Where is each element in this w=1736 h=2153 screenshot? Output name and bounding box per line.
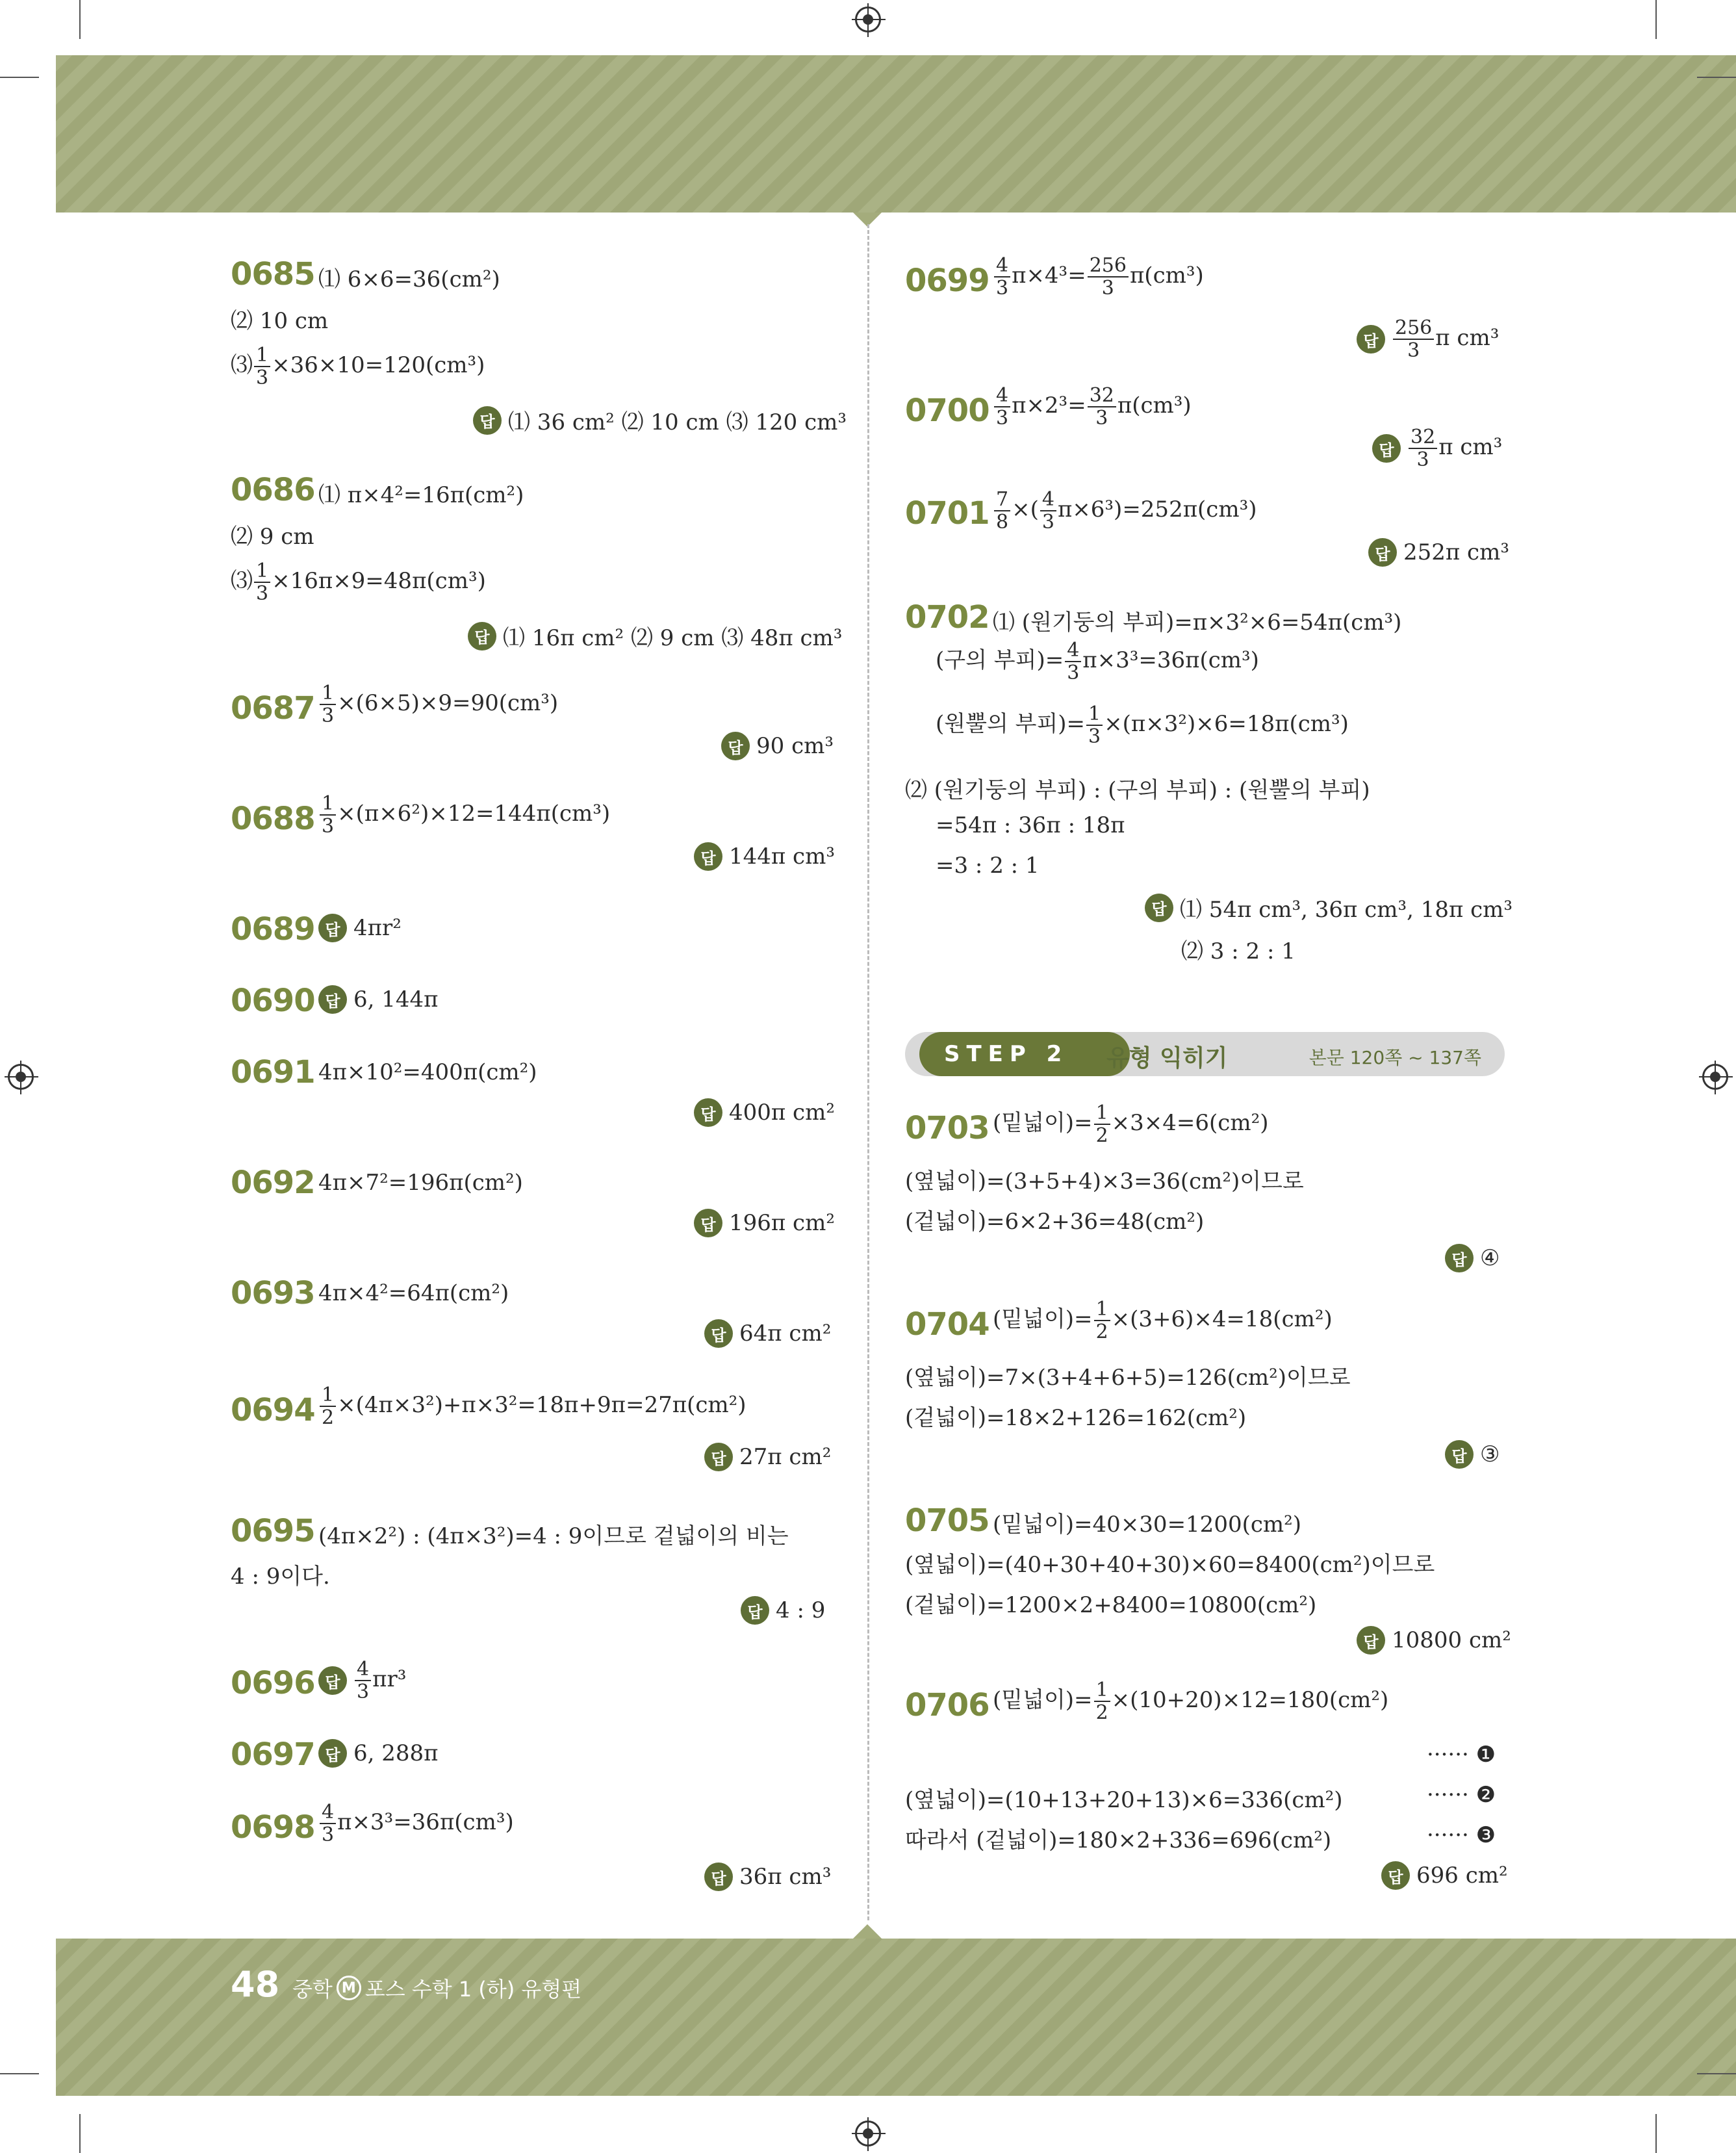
crop-mark bbox=[1655, 0, 1657, 39]
solution-line: (겉넓이)=6×2+36=48(cm²) bbox=[905, 1209, 1205, 1235]
answer-badge-icon: 답 bbox=[318, 1739, 347, 1768]
problem-number: 0691 bbox=[231, 1054, 315, 1090]
problem-number: 0693 bbox=[231, 1275, 315, 1311]
answer: 답 4πr² bbox=[318, 914, 402, 942]
solution-line: (원뿔의 부피)= $\frac{1}{3}$ ×(π×3²)×6=18π(cm³) bbox=[936, 703, 1349, 748]
solution-line: $\frac{4}{3}$ π×3³=36π(cm³) bbox=[318, 1801, 514, 1846]
solution-line: 4 : 9이다. bbox=[231, 1564, 330, 1590]
step-page-reference: 본문 120쪽 ~ 137쪽 bbox=[1308, 1047, 1481, 1068]
solution-line: 4π×7²=196π(cm²) bbox=[318, 1170, 523, 1196]
answer: 답 $\frac{4}{3}$ πr³ bbox=[318, 1658, 406, 1703]
page-number: 48 bbox=[231, 1964, 280, 2005]
answer-badge-icon: 답 bbox=[704, 1319, 733, 1348]
answer: 답 4 : 9 bbox=[741, 1596, 825, 1625]
problem-number: 0687 bbox=[231, 690, 315, 727]
solution-line: ⑴ 6×6=36(cm²) bbox=[318, 266, 500, 292]
problem-number: 0698 bbox=[231, 1809, 315, 1846]
crop-mark bbox=[0, 2073, 39, 2074]
problem-number: 0686 bbox=[231, 472, 315, 508]
solution-line: $\frac{1}{3}$ ×(6×5)×9=90(cm³) bbox=[318, 682, 558, 727]
problem-number: 0699 bbox=[905, 263, 989, 299]
problem-number: 0685 bbox=[231, 256, 315, 292]
solution-line: ⑴ π×4²=16π(cm²) bbox=[318, 482, 524, 508]
solution-line: 따라서 (겉넓이)=180×2+336=696(cm²) bbox=[905, 1827, 1332, 1853]
solution-line: (옆넓이)=7×(3+4+6+5)=126(cm²)이므로 bbox=[905, 1365, 1351, 1391]
step-marker: ······ ❷ bbox=[1427, 1782, 1496, 1808]
solution-line: ⑶ $\frac{1}{3}$ ×36×10=120(cm³) bbox=[231, 344, 485, 389]
step-title: 유형 익히기 bbox=[1106, 1045, 1228, 1072]
solution-line: (옆넓이)=(10+13+20+13)×6=336(cm²) bbox=[905, 1787, 1343, 1813]
solution-line: (밑넓이)= $\frac{1}{2}$ ×3×4=6(cm²) bbox=[993, 1102, 1269, 1147]
problem-number: 0692 bbox=[231, 1165, 315, 1201]
solution-line: ⑵ (원기둥의 부피) : (구의 부피) : (원뿔의 부피) bbox=[905, 777, 1370, 803]
registration-mark-icon bbox=[855, 6, 881, 32]
answer: 답 196π cm² bbox=[694, 1209, 835, 1237]
crop-mark bbox=[79, 2114, 81, 2153]
footer-notch bbox=[853, 1924, 882, 1939]
crop-mark bbox=[1697, 2073, 1736, 2074]
answer: 답 6, 144π bbox=[318, 985, 439, 1014]
answer: 답 $\frac{256}{3}$ π cm³ bbox=[1357, 317, 1499, 361]
answer: 답 252π cm³ bbox=[1368, 538, 1509, 567]
answer: 답 27π cm² bbox=[704, 1443, 831, 1471]
answer-badge-icon: 답 bbox=[1357, 325, 1385, 354]
answer: 답 400π cm² bbox=[694, 1098, 835, 1127]
answer: 답 144π cm³ bbox=[694, 842, 835, 871]
answer: 답 ④ bbox=[1445, 1244, 1500, 1272]
footer-band bbox=[56, 1939, 1736, 2096]
solution-line: ⑵ 10 cm bbox=[231, 308, 329, 334]
problem-number: 0696 bbox=[231, 1665, 315, 1701]
problem-number: 0706 bbox=[905, 1687, 989, 1723]
solution-line: (밑넓이)=40×30=1200(cm²) bbox=[993, 1512, 1302, 1538]
answer: 답 10800 cm² bbox=[1357, 1626, 1511, 1655]
answer-badge-icon: 답 bbox=[1445, 1244, 1474, 1272]
answer: 답 ⑴ 16π cm² ⑵ 9 cm ⑶ 48π cm³ bbox=[468, 620, 842, 652]
solution-line: ⑴ (원기둥의 부피)=π×3²×6=54π(cm³) bbox=[993, 610, 1402, 636]
crop-mark bbox=[0, 77, 39, 78]
problem-number: 0697 bbox=[231, 1736, 315, 1773]
registration-mark-icon bbox=[8, 1064, 34, 1090]
answer: 답 90 cm³ bbox=[721, 732, 834, 760]
answer-line: ⑵ 3 : 2 : 1 bbox=[1181, 938, 1296, 964]
solution-line: =3 : 2 : 1 bbox=[936, 853, 1040, 879]
problem-number: 0690 bbox=[231, 983, 315, 1019]
answer-badge-icon: 답 bbox=[694, 842, 722, 871]
problem-number: 0702 bbox=[905, 599, 989, 636]
answer-badge-icon: 답 bbox=[704, 1443, 733, 1471]
solution-line: 4π×10²=400π(cm²) bbox=[318, 1059, 537, 1085]
m-logo-icon: M bbox=[337, 1976, 361, 2000]
answer-badge-icon: 답 bbox=[1445, 1440, 1474, 1469]
crop-mark bbox=[1655, 2114, 1657, 2153]
solution-line: (밑넓이)= $\frac{1}{2}$ ×(10+20)×12=180(cm²) bbox=[993, 1679, 1389, 1724]
crop-mark bbox=[1697, 77, 1736, 78]
solution-line: ⑶ $\frac{1}{3}$ ×16π×9=48π(cm³) bbox=[231, 560, 486, 605]
answer: 답 6, 288π bbox=[318, 1739, 439, 1768]
solution-line: $\frac{1}{2}$ ×(4π×3²)+π×3²=18π+9π=27π(cm²) bbox=[318, 1384, 747, 1428]
answer-badge-icon: 답 bbox=[721, 732, 750, 760]
solution-line: $\frac{4}{3}$ π×2³= $\frac{32}{3}$ π(cm³) bbox=[993, 385, 1192, 429]
problem-number: 0700 bbox=[905, 393, 989, 429]
solution-line: (옆넓이)=(3+5+4)×3=36(cm²)이므로 bbox=[905, 1168, 1304, 1194]
solution-line: (옆넓이)=(40+30+40+30)×60=8400(cm²)이므로 bbox=[905, 1552, 1435, 1578]
problem-number: 0704 bbox=[905, 1306, 989, 1343]
problem-number: 0703 bbox=[905, 1110, 989, 1146]
answer-badge-icon: 답 bbox=[741, 1596, 769, 1625]
answer: 답 ⑴ 36 cm² ⑵ 10 cm ⑶ 120 cm³ bbox=[473, 404, 847, 436]
problem-number: 0705 bbox=[905, 1502, 989, 1539]
solution-line: ⑵ 9 cm bbox=[231, 524, 314, 550]
answer-badge-icon: 답 bbox=[473, 406, 502, 435]
step-label: STEP 2 bbox=[919, 1032, 1130, 1076]
answer-badge-icon: 답 bbox=[704, 1863, 733, 1891]
answer: 답 ③ bbox=[1445, 1440, 1500, 1469]
answer: 답 696 cm² bbox=[1381, 1861, 1508, 1890]
answer-badge-icon: 답 bbox=[318, 985, 347, 1014]
problem-number: 0695 bbox=[231, 1513, 315, 1549]
answer-badge-icon: 답 bbox=[318, 914, 347, 942]
answer-badge-icon: 답 bbox=[318, 1666, 347, 1695]
column-divider bbox=[867, 224, 869, 1920]
answer-badge-icon: 답 bbox=[1357, 1626, 1385, 1655]
solution-line: (구의 부피)= $\frac{4}{3}$ π×3³=36π(cm³) bbox=[936, 639, 1259, 684]
answer: 답 ⑴ 54π cm³, 36π cm³, 18π cm³ bbox=[1145, 892, 1513, 923]
solution-line: =54π : 36π : 18π bbox=[936, 812, 1125, 838]
problem-number: 0694 bbox=[231, 1392, 315, 1428]
solution-line: (겉넓이)=1200×2+8400=10800(cm²) bbox=[905, 1592, 1317, 1618]
problem-number: 0689 bbox=[231, 911, 315, 948]
solution-line: $\frac{1}{3}$ ×(π×6²)×12=144π(cm³) bbox=[318, 793, 610, 837]
answer-badge-icon: 답 bbox=[1145, 894, 1173, 922]
answer-badge-icon: 답 bbox=[694, 1098, 722, 1127]
registration-mark-icon bbox=[855, 2121, 881, 2147]
answer: 답 36π cm³ bbox=[704, 1863, 831, 1891]
solution-line: (겉넓이)=18×2+126=162(cm²) bbox=[905, 1405, 1247, 1431]
solution-line: $\frac{7}{8}$ ×( $\frac{4}{3}$ π×6³)=252π(cm³) bbox=[993, 489, 1257, 533]
registration-mark-icon bbox=[1702, 1064, 1728, 1090]
answer-badge-icon: 답 bbox=[1368, 538, 1397, 567]
solution-line: 4π×4²=64π(cm²) bbox=[318, 1280, 509, 1306]
step-marker: ······ ❶ bbox=[1427, 1742, 1496, 1768]
step-marker: ······ ❸ bbox=[1427, 1822, 1496, 1848]
crop-mark bbox=[79, 0, 81, 39]
book-title: 중학 M 포스 수학 1 (하) 유형편 bbox=[292, 1977, 582, 2002]
solution-line: $\frac{4}{3}$ π×4³= $\frac{256}{3}$ π(cm³) bbox=[993, 255, 1204, 299]
answer-badge-icon: 답 bbox=[468, 622, 496, 651]
answer-badge-icon: 답 bbox=[694, 1209, 722, 1237]
answer: 답 $\frac{32}{3}$ π cm³ bbox=[1372, 426, 1502, 471]
header-band bbox=[56, 55, 1736, 213]
problem-number: 0688 bbox=[231, 801, 315, 837]
answer: 답 64π cm² bbox=[704, 1319, 831, 1348]
step-banner bbox=[905, 1032, 1505, 1076]
solution-line: (밑넓이)= $\frac{1}{2}$ ×(3+6)×4=18(cm²) bbox=[993, 1298, 1333, 1343]
answer-badge-icon: 답 bbox=[1381, 1861, 1410, 1890]
answer-badge-icon: 답 bbox=[1372, 434, 1401, 463]
solution-line: (4π×2²) : (4π×3²)=4 : 9이므로 겉넓이의 비는 bbox=[318, 1523, 789, 1549]
problem-number: 0701 bbox=[905, 495, 989, 532]
